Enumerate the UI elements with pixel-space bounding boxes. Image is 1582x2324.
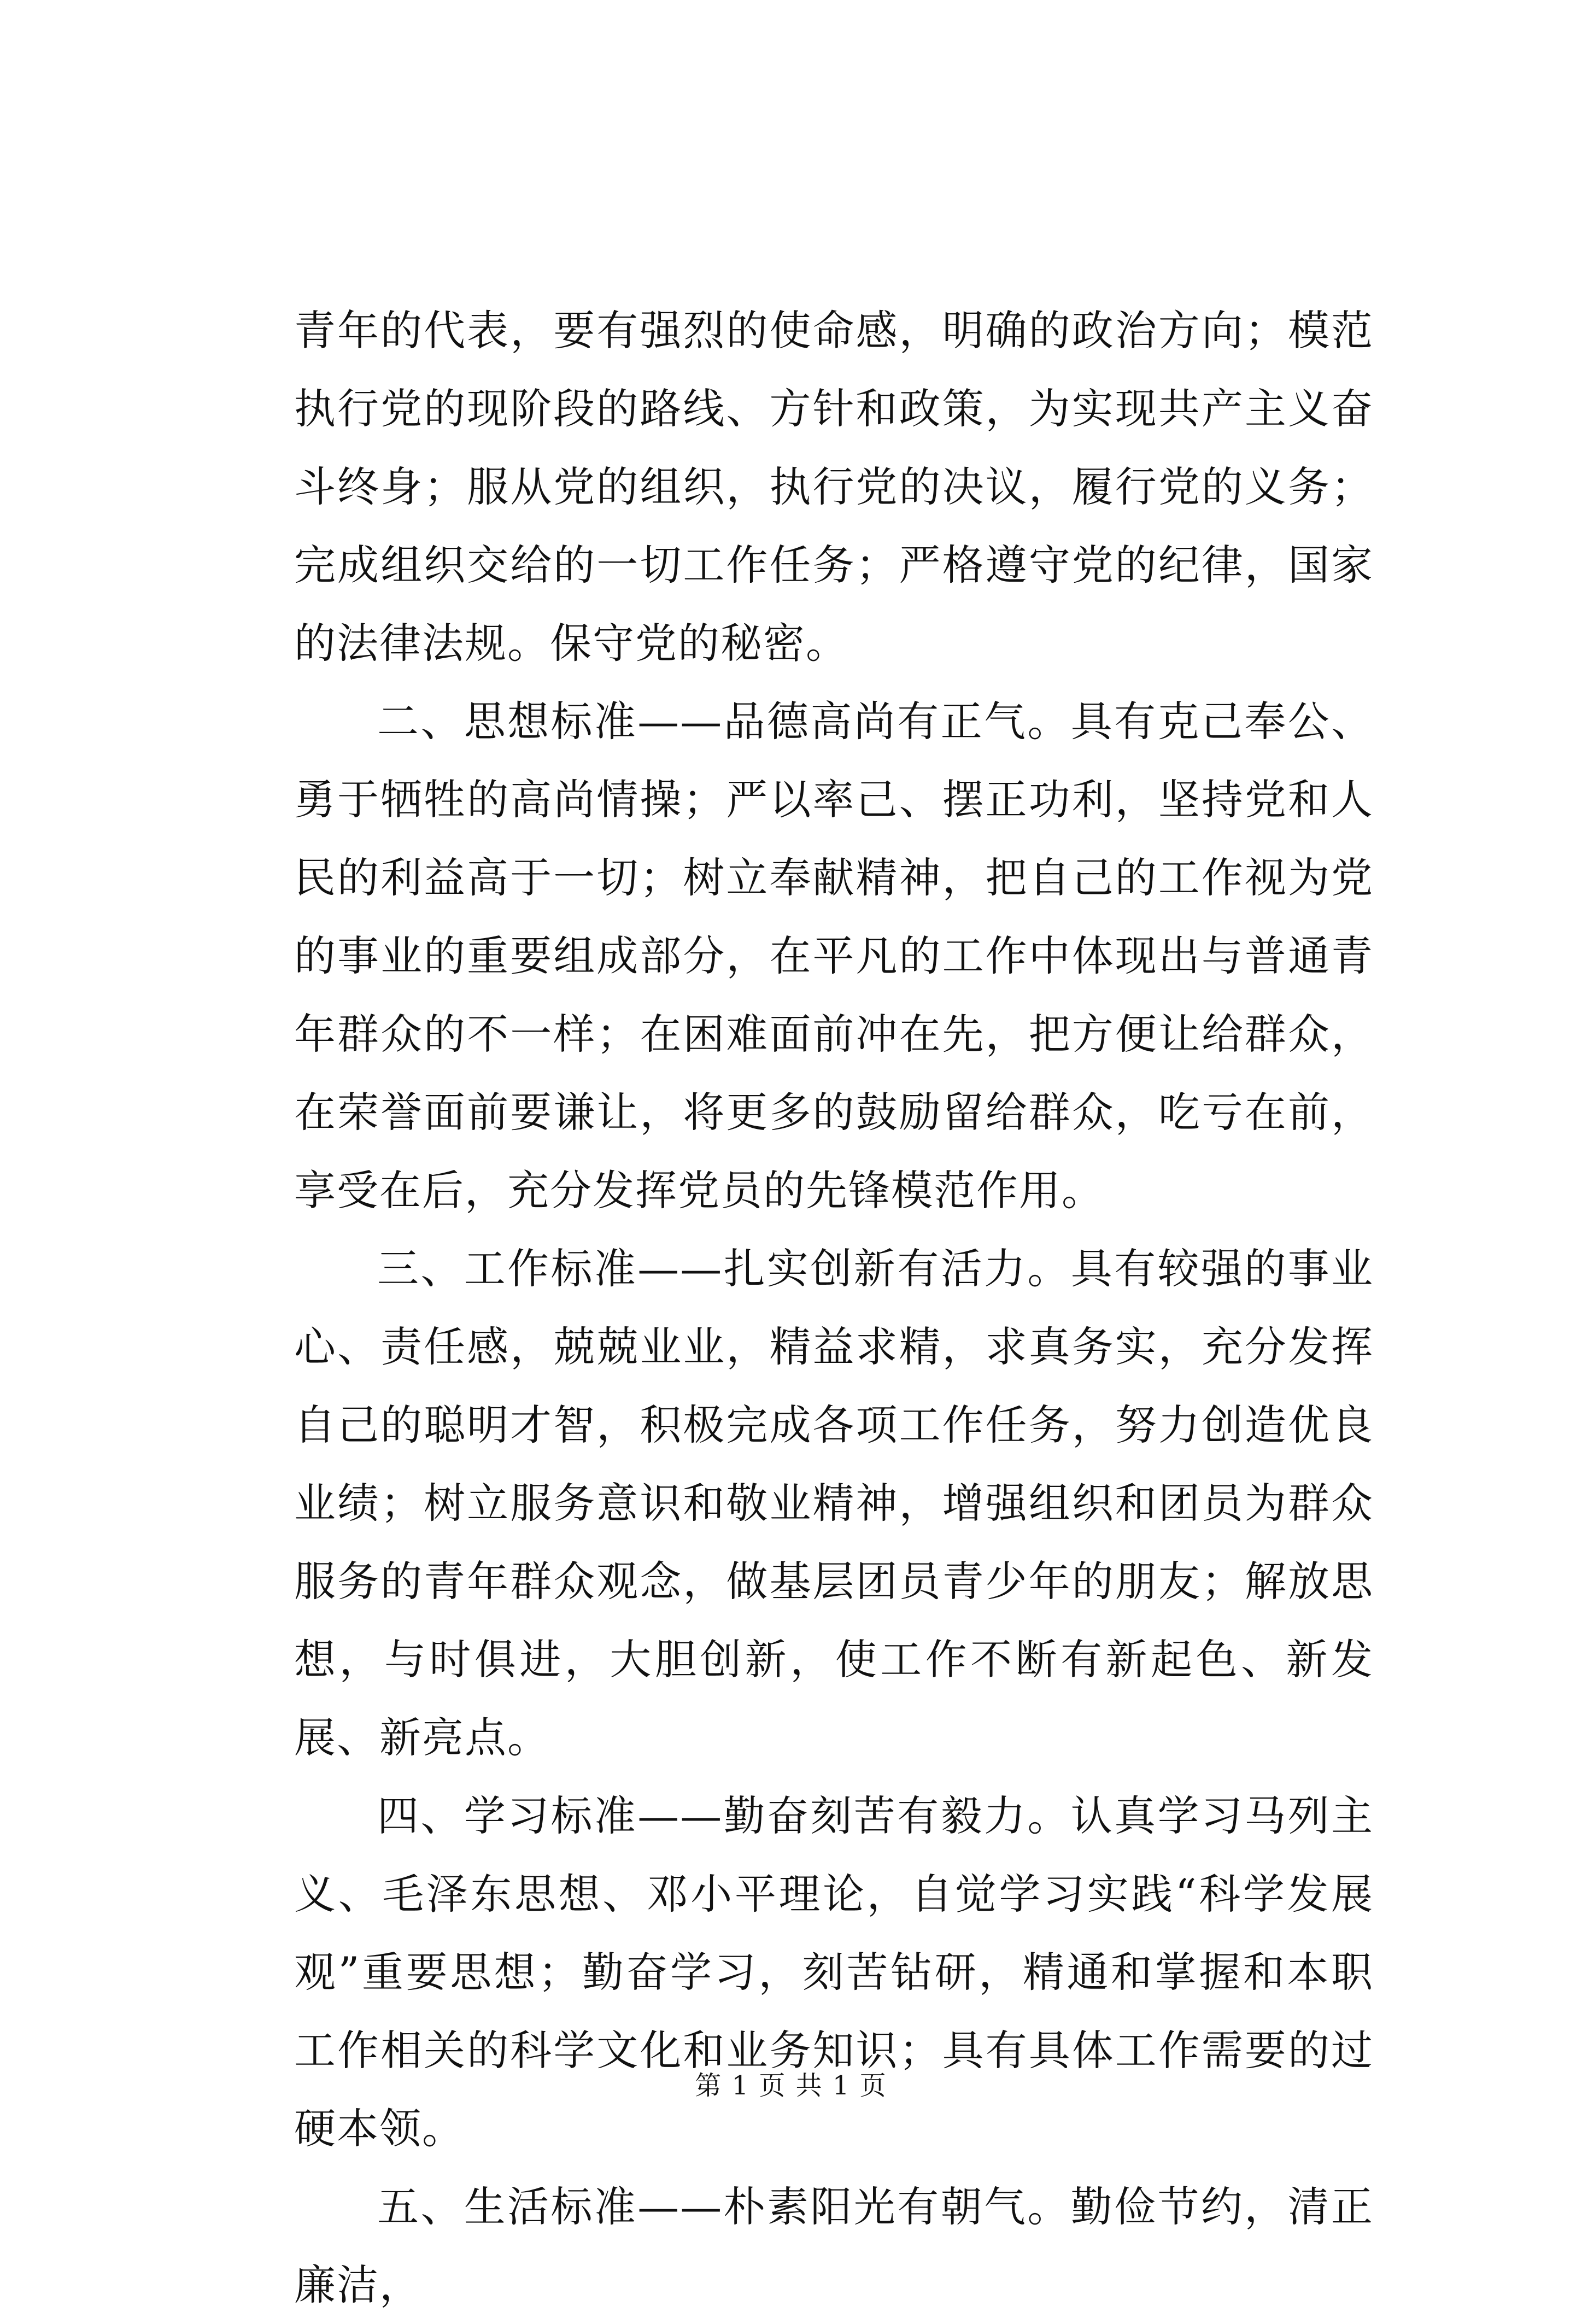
paragraph-4: 四、学习标准——勤奋刻苦有毅力。认真学习马列主义、毛泽东思想、邓小平理论，自觉学习实践“科学发展观”重要思想；勤奋学习，刻苦钻研，精通和掌握和本职工作相关的科学文化和业务知识；具有具体工作需要的过硬本领。 (294, 1792, 1374, 2153)
paragraph-1: 青年的代表，要有强烈的使命感，明确的政治方向；模范执行党的现阶段的路线、方针和政策，为实现共产主义奋斗终身；服从党的组织，执行党的决议，履行党的义务；完成组织交给的一切工作任务；严格遵守党的纪律，国家的法律法规。保守党的秘密。 (294, 306, 1374, 668)
document-body (294, 291, 1374, 2324)
paragraph-3: 三、工作标准——扎实创新有活力。具有较强的事业心、责任感，兢兢业业，精益求精，求真务实，充分发挥自己的聪明才智，积极完成各项工作任务，努力创造优良业绩；树立服务意识和敬业精神，增强组织和团员为群众服务的青年群众观念，做基层团员青少年的朋友；解放思想，与时俱进，大胆创新，使工作不断有新起色、新发展、新亮点。 (294, 1244, 1374, 1762)
paragraph-2: 二、思想标准——品德高尚有正气。具有克己奉公、勇于牺牲的高尚情操；严以率己、摆正功利，坚持党和人民的利益高于一切；树立奉献精神，把自己的工作视为党的事业的重要组成部分，在平凡的工作中体现出与普通青年群众的不一样；在困难面前冲在先，把方便让给群众，在荣誉面前要谦让，将更多的鼓励留给群众，吃亏在前，享受在后，充分发挥党员的先锋模范作用。 (294, 697, 1374, 1215)
paragraph-5: 五、生活标准——朴素阳光有朝气。勤俭节约，清正廉洁， (294, 2182, 1374, 2309)
page-footer: 第 1 页 共 1 页 (695, 2070, 887, 2101)
